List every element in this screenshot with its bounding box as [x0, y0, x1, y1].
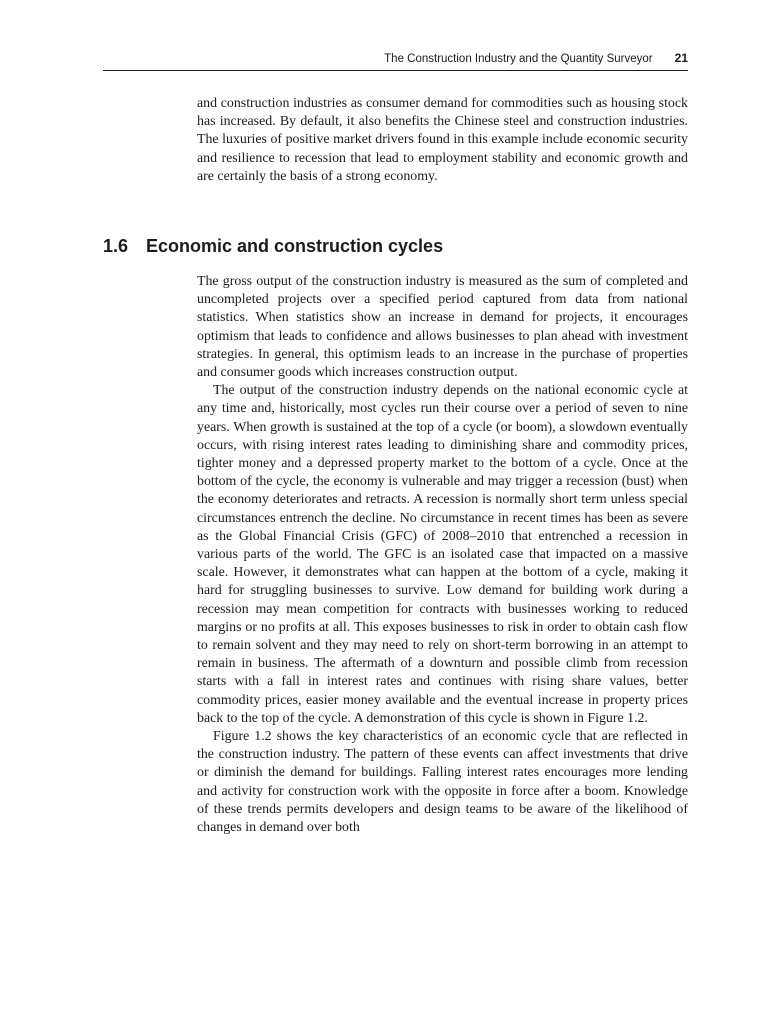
section-heading	[103, 234, 688, 258]
section-paragraph-2: The output of the construction industry depends on the national economic cycle at any time and, historically, most cycles run their course over a period of seven to nine years. When growth is sustained at the top of a cycle (or boom), a slowdown eventually occurs, with rising interest rates leading to diminishing share and commodity prices, tighter money and a depressed property market to the bottom of a cycle. Once at the bottom of the cycle, the economy is vulnerable and may trigger a recession (bust) when the economy deteriorates and retracts. A recession is normally short term unless special circumstances entrench the decline. No circumstance in recent times has been as severe as the Global Financial Crisis (GFC) of 2008–2010 that entrenched a recession in various parts of the world. The GFC is an isolated case that impacted on a massive scale. However, it demonstrates what can happen at the bottom of a cycle, making it hard for struggling businesses to survive. Low demand for building work during a recession may mean competition for contracts with businesses working to reduced margins or no profits at all. This exposes businesses to risk in order to obtain cash flow to remain solvent and they may need to rely on short-term borrowing in an attempt to remain in business. The aftermath of a downturn and possible climb from recession starts with a fall in interest rates and continues with rising share values, better commodity prices, easier money available and the eventual increase in property prices back to the top of the cycle. A demonstration of this cycle is shown in Figure 1.2.	[197, 383, 688, 726]
section-paragraph-1: The gross output of the construction industry is measured as the sum of completed and uncompleted projects over a specified period captured from data from national statistics. When statistics show an increase in demand for projects, it encourages optimism that leads to confidence and allows businesses to plan ahead with investment strategies. In general, this optimism leads to an increase in the purchase of properties and consumer goods which increases construction output.	[197, 274, 688, 381]
section-paragraph-3: Figure 1.2 shows the key characteristics of an economic cycle that are reflected in the construction industry. The pattern of these events can affect investments that drive or diminish the demand for buildings. Falling interest rates encourages more lending and activity for construction work with the opposite in force after a boom. Knowledge of these trends permits developers and design teams to be aware of the likelihood of changes in demand over both	[197, 729, 688, 836]
running-head	[103, 48, 688, 71]
intro-paragraph: and construction industries as consumer demand for commodities such as housing stock has increased. By default, it also benefits the Chinese steel and construction industries. The luxuries of positive market drivers found in this example include economic security and resilience to recession that lead to employment stability and economic growth and are certainly the basis of a strong economy.	[197, 96, 688, 184]
section-body	[197, 273, 688, 837]
intro-paragraph-block	[197, 95, 688, 186]
section-title: Economic and construction cycles	[146, 236, 444, 256]
running-head-title: The Construction Industry and the Quantity Surveyor	[384, 53, 653, 65]
section-number: 1.6	[103, 236, 129, 256]
page-number: 21	[674, 51, 688, 65]
